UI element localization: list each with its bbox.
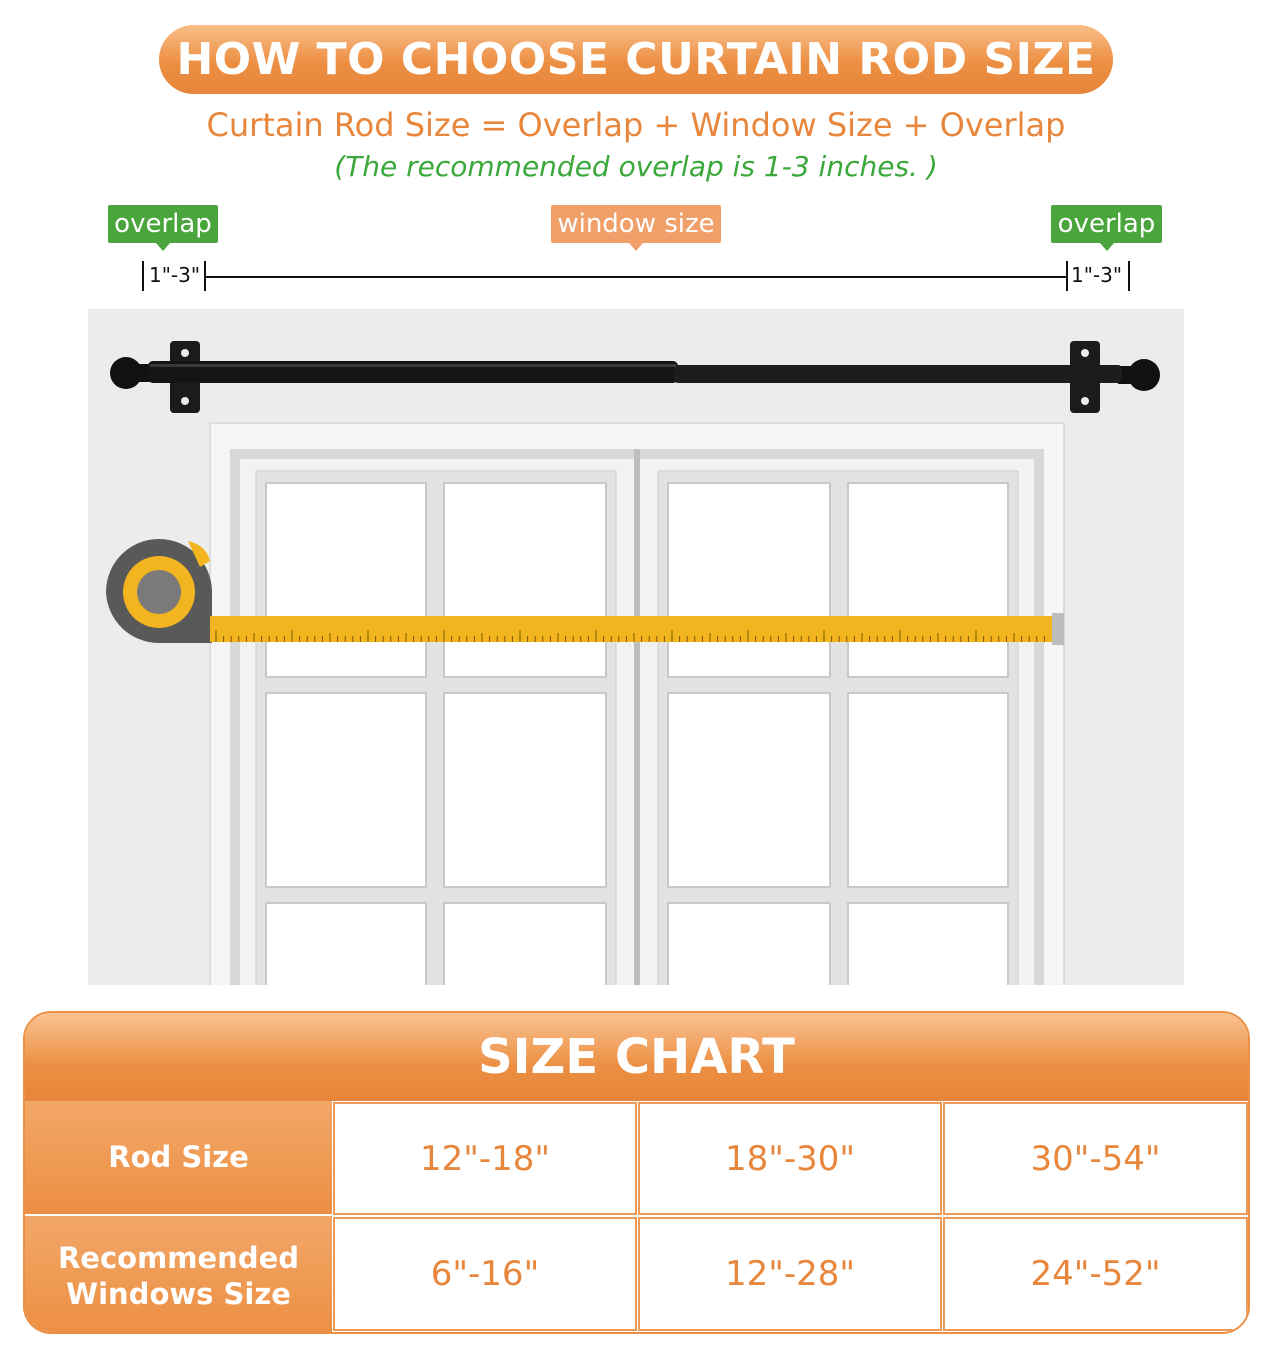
title-banner [159, 25, 1113, 94]
window-size-cell: 12"-28" [638, 1217, 942, 1331]
rod-size-cell: 18"-30" [638, 1102, 942, 1215]
overlap-dimension-left: 1"-3" [149, 263, 201, 287]
overlap-tag-left: overlap [108, 205, 218, 243]
size-chart-title: SIZE CHART [478, 1029, 795, 1085]
overlap-tag-right: overlap [1051, 205, 1162, 243]
curtain-rod-icon [110, 341, 1160, 413]
row-label-recommended-window-size: Recommended Windows Size [25, 1216, 332, 1334]
size-chart [23, 1011, 1250, 1334]
overlap-note: (The recommended overlap is 1-3 inches. ) [334, 150, 938, 183]
rod-size-cell: 12"-18" [333, 1102, 637, 1215]
window-illustration [88, 309, 1184, 985]
page-title: HOW TO CHOOSE CURTAIN ROD SIZE [176, 34, 1096, 85]
rod-size-cell: 30"-54" [943, 1102, 1248, 1215]
formula-text: Curtain Rod Size = Overlap + Window Size + Overlap [206, 106, 1066, 144]
window-size-cell: 24"-52" [943, 1217, 1248, 1331]
row-label-rod-size: Rod Size [25, 1101, 332, 1214]
overlap-dimension-right: 1"-3" [1071, 263, 1123, 287]
window-size-cell: 6"-16" [333, 1217, 637, 1331]
size-chart-header [25, 1013, 1248, 1101]
curtain-rod-window-svg [88, 309, 1184, 985]
window-size-tag: window size [551, 205, 721, 243]
